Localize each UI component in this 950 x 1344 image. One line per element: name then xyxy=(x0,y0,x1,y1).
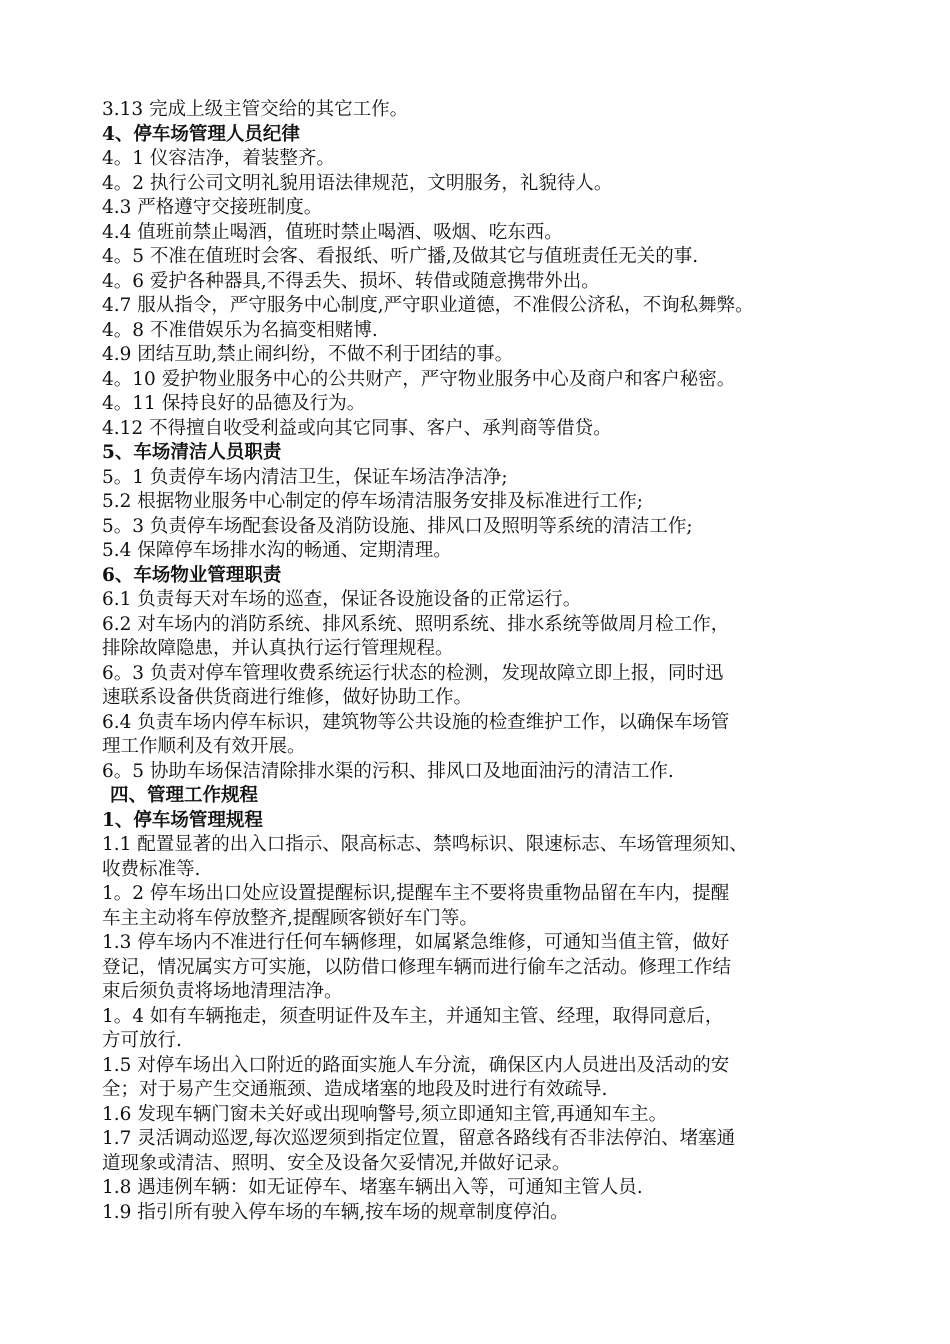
text-line: 6.4 负责车场内停车标识，建筑物等公共设施的检查维护工作，以确保车场管 xyxy=(102,711,730,733)
section-heading: 4、停车场管理人员纪律 xyxy=(102,123,300,145)
text-line: 4。10 爱护物业服务中心的公共财产，严守物业服务中心及商户和客户秘密。 xyxy=(102,368,736,390)
text-line: 排除故障隐患，并认真执行运行管理规程。 xyxy=(102,638,454,659)
text-line: 1。2 停车场出口处应设置提醒标识,提醒车主不要将贵重物品留在车内，提醒 xyxy=(102,883,730,904)
text-line: 1。4 如有车辆拖走，须查明证件及车主，并通知主管、经理，取得同意后， xyxy=(102,1005,724,1027)
text-line: 5。1 负责停车场内清洁卫生，保证车场洁净洁净; xyxy=(102,466,508,488)
text-line: 1.7 灵活调动巡逻,每次巡逻须到指定位置，留意各路线有否非法停泊、堵塞通 xyxy=(102,1128,736,1149)
text-line: 4.4 值班前禁止喝酒，值班时禁止喝酒、吸烟、吃东西。 xyxy=(102,221,563,243)
text-line: 6。3 负责对停车管理收费系统运行状态的检测，发现故障立即上报，同时迅 xyxy=(102,662,724,684)
text-line: 6.2 对车场内的消防系统、排风系统、照明系统、排水系统等做周月检工作， xyxy=(102,613,730,635)
text-line: 速联系设备供货商进行维修，做好协助工作。 xyxy=(102,687,473,708)
text-line: 4.12 不得擅自收受利益或向其它同事、客户、承判商等借贷。 xyxy=(102,417,612,439)
text-line: 1.1 配置显著的出入口指示、限高标志、禁鸣标识、限速标志、车场管理须知、 xyxy=(102,834,748,855)
text-line: 4。1 仪容洁净，着装整齐。 xyxy=(102,148,335,169)
section-heading: 6、车场物业管理职责 xyxy=(102,564,282,586)
text-line: 5。3 负责停车场配套设备及消防设施、排风口及照明等系统的清洁工作; xyxy=(102,515,693,537)
text-line: 4。5 不准在值班时会客、看报纸、听广播,及做其它与值班责任无关的事. xyxy=(102,246,699,267)
text-line: 6.1 负责每天对车场的巡查，保证各设施设备的正常运行。 xyxy=(102,589,582,610)
section-heading: 1、停车场管理规程 xyxy=(102,809,263,831)
text-line: 4。11 保持良好的品德及行为。 xyxy=(102,393,366,414)
text-line: 4。2 执行公司文明礼貌用语法律规范，文明服务，礼貌待人。 xyxy=(102,172,613,194)
text-line: 4.3 严格遵守交接班制度。 xyxy=(102,197,323,218)
document-page xyxy=(102,98,872,1225)
text-line: 3.13 完成上级主管交给的其它工作。 xyxy=(102,99,409,120)
text-line: 全；对于易产生交通瓶颈、造成堵塞的地段及时进行有效疏导. xyxy=(102,1079,608,1100)
text-line: 理工作顺利及有效开展。 xyxy=(102,736,306,757)
text-line: 收费标准等. xyxy=(102,858,201,880)
text-line: 车主主动将车停放整齐,提醒顾客锁好车门等。 xyxy=(102,907,478,929)
text-line: 1.3 停车场内不准进行任何车辆修理，如属紧急维修，可通知当值主管，做好 xyxy=(102,932,730,953)
text-line: 1.8 遇违例车辆：如无证停车、堵塞车辆出入等，可通知主管人员. xyxy=(102,1177,643,1198)
text-line: 道现象或清洁、照明、安全及设备欠妥情况,并做好记录。 xyxy=(102,1152,571,1174)
text-line: 4.9 团结互助,禁止闹纠纷，不做不利于团结的事。 xyxy=(102,344,514,365)
text-line: 5.2 根据物业服务中心制定的停车场清洁服务安排及标准进行工作; xyxy=(102,491,644,512)
text-line: 6。5 协助车场保洁清除排水渠的污积、排风口及地面油污的清洁工作. xyxy=(102,760,674,782)
text-line: 4。8 不准借娱乐为名搞变相赌博. xyxy=(102,319,378,341)
text-line: 方可放行. xyxy=(102,1030,182,1051)
section-heading: 四、管理工作规程 xyxy=(110,785,259,806)
text-line: 1.5 对停车场出入口附近的路面实施人车分流，确保区内人员进出及活动的安 xyxy=(102,1054,730,1076)
text-line: 4。6 爱护各种器具,不得丢失、损坏、转借或随意携带外出。 xyxy=(102,270,600,292)
section-heading: 5、车场清洁人员职责 xyxy=(102,442,282,463)
text-line: 束后须负责将场地清理洁净。 xyxy=(102,981,343,1002)
text-line: 4.7 服从指令，严守服务中心制度,严守职业道德，不准假公济私，不询私舞弊。 xyxy=(102,295,754,316)
text-line: 1.6 发现车辆门窗未关好或出现响警号,须立即通知主管,再通知车主。 xyxy=(102,1103,668,1125)
text-line: 5.4 保障停车场排水沟的畅通、定期清理。 xyxy=(102,540,452,561)
text-line: 登记，情况属实方可实施，以防借口修理车辆而进行偷车之活动。修理工作结 xyxy=(102,956,732,978)
text-line: 1.9 指引所有驶入停车场的车辆,按车场的规章制度停泊。 xyxy=(102,1201,569,1223)
